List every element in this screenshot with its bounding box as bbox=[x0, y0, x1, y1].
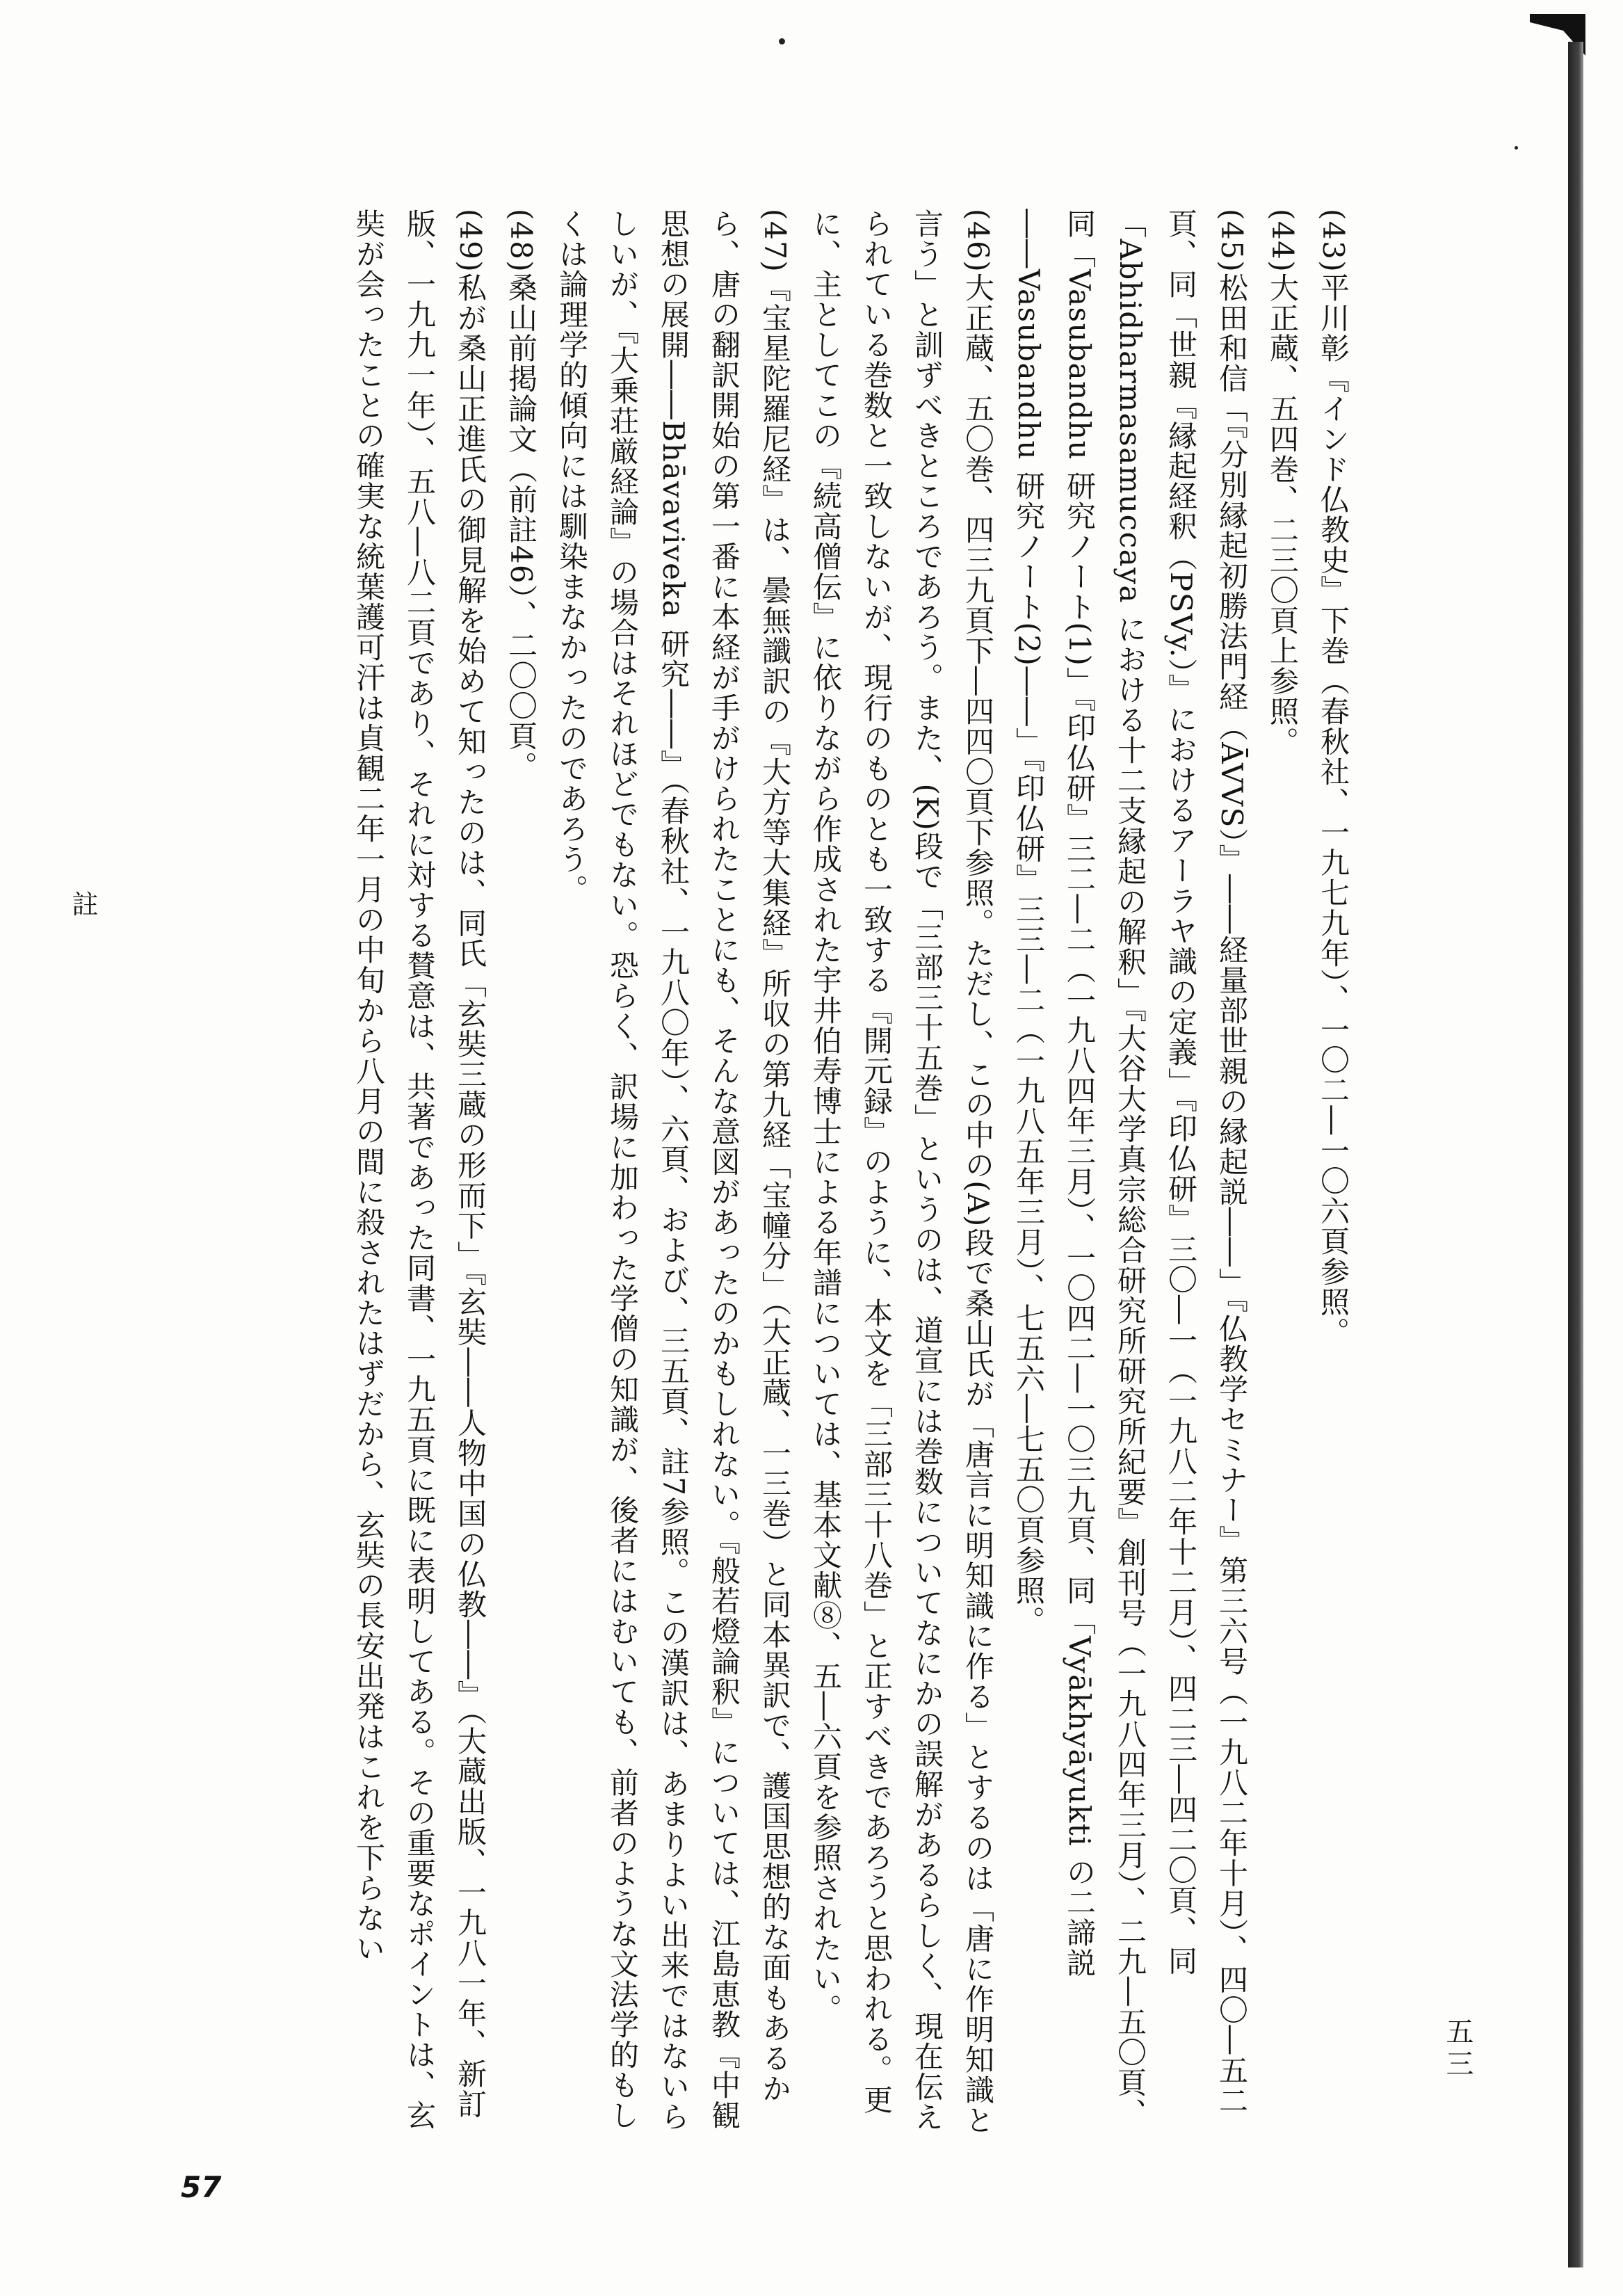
scan-speck bbox=[779, 38, 785, 45]
scan-edge-bar bbox=[1568, 42, 1583, 2267]
running-head: 註 bbox=[67, 890, 98, 917]
note-43: (43)平川彰『インド仏教史』下巻（春秋社、一九七九年）、一〇二―一〇六頁参照。 bbox=[1316, 209, 1350, 1348]
note-48: (48)桑山前掲論文（前註46）、二〇〇頁。 bbox=[504, 209, 538, 782]
note-45: (45)松田和信「『分別縁起初勝法門経（ĀVVS）』――経量部世親の縁起説――」『仏教学セミナー』第三六号（一九八二年十月）、四〇―五二頁、同「世親『縁起経釈（PSVy.）』におけるアーラヤ識の定義」『印仏研』三〇―一（一九八二年十二月）、四二三―四二〇頁、同「Abhidharmasamuccaya における十二支縁起の解釈」『大谷大学真宗総合研究所研究所紀要』創刊号（一九八四年三月）、二九―五〇頁、同「Vasubandhu 研究ノート(1)」『印仏研』三二―二（一九八四年三月）、一〇四二―一〇三九頁、同「Vyākhyāyukti の二諦説――Vasubandhu 研究ノート(2)――」『印仏研』三三―二（一九八五年三月）、七五六―七五〇頁参照。 bbox=[1012, 209, 1249, 2128]
note-47: (47)『宝星陀羅尼経』は、曇無讖訳の『大方等大集経』所収の第九経「宝幢分」（大正蔵、一三巻）と同本異訳で、護国思想的な面もあるから、唐の翻訳開始の第一番に本経が手がけられたことにも、そんな意図があったのかもしれない。『般若燈論釈』については、江島恵教『中観思想の展開――Bhāvaviveka 研究――』（春秋社、一九八〇年）、六頁、および、三五頁、註7参照。この漢訳は、あまりよい出来ではないらしいが、『大乗荘厳経論』の場合はそれほどでもない。恐らく、訳場に加わった学僧の知識が、後者にはむいても、前者のような文法学的もしくは論理学的傾向には馴染まなかったのであろう。 bbox=[555, 209, 792, 2133]
notes-body bbox=[344, 209, 1359, 2142]
note-44: (44)大正蔵、五四巻、二三〇頁上参照。 bbox=[1266, 209, 1300, 757]
page-number-arabic: 57 bbox=[181, 2170, 222, 2204]
scan-speck bbox=[1515, 146, 1518, 150]
note-46: (46)大正蔵、五〇巻、四三九頁下―四四〇頁下参照。ただし、この中の(A)段で桑山氏が「唐言に明知識に作る」とするのは「唐に作明知識と言う」と訓ずべきところであろう。また、(K)段で「三部三十五巻」というのは、道宣には巻数についてなにかの誤解があるらしく、現在伝えられている巻数と一致しないが、現行のものとも一致する『開元録』のように、本文を「三部三十八巻」と正すべきであろうと思われる。更に、主としてこの『続高僧伝』に依りながら作成された宇井伯寿博士による年譜については、基本文献⑧、五―六頁を参照されたい。 bbox=[809, 209, 995, 2135]
note-49: (49)私が桑山正進氏の御見解を始めて知ったのは、同氏「玄奘三蔵の形而下」『玄奘――人物中国の仏教――』（大蔵出版、一九八一年、新訂版、一九九一年）、五八―八二頁であり、それに対する賛意は、共著であった同書、一九五頁に既に表明してある。その重要なポイントは、玄奘が会ったことの確実な統葉護可汗は貞観二年一月の中旬から八月の間に殺されたはずだから、玄奘の長安出発はこれを下らない bbox=[352, 209, 487, 2130]
page-number-kanji: 五三 bbox=[1442, 2017, 1473, 2081]
